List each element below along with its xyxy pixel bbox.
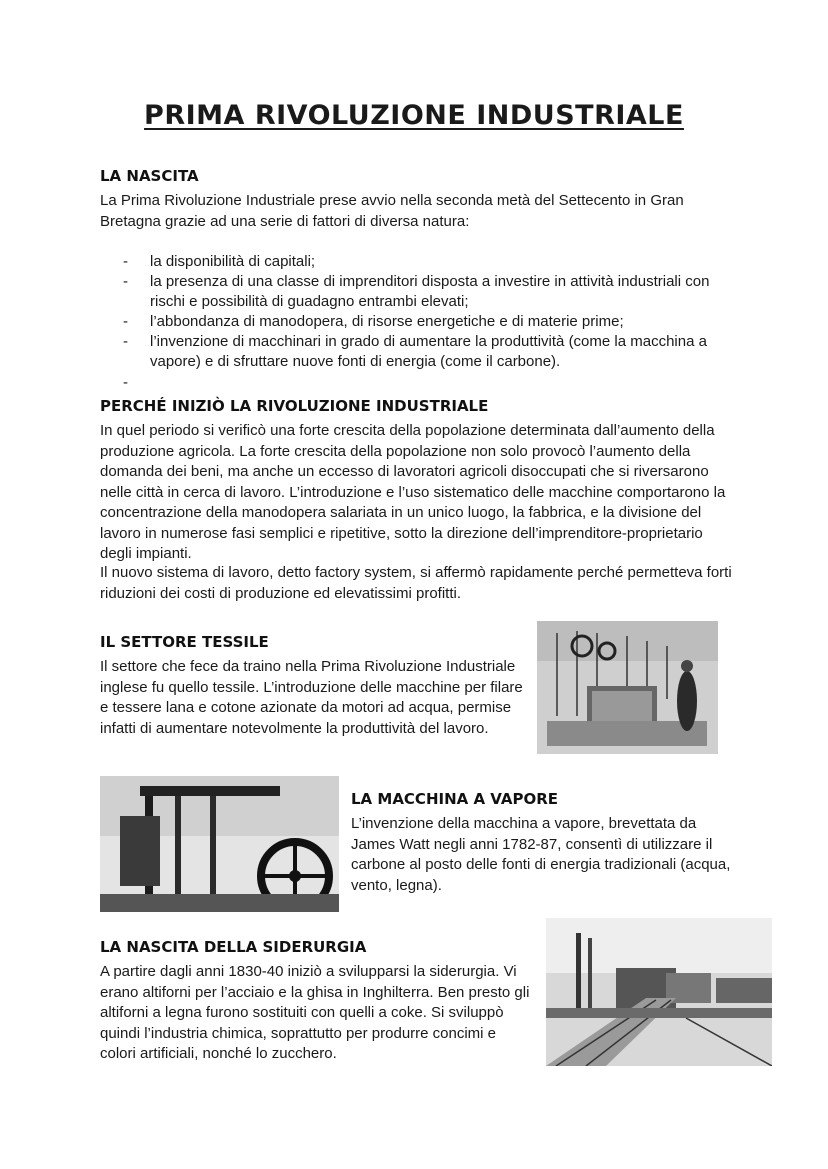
steam-engine-image bbox=[100, 776, 339, 912]
section-body-vapore: L’invenzione della macchina a vapore, brevettata da James Watt negli anni 1782-87, consentì di utilizzare il carbone al posto delle fonti di energia tradizionali (acqua, vento, legna). bbox=[351, 815, 731, 894]
section-heading-nascita: LA NASCITA bbox=[100, 167, 199, 185]
list-item: - la disponibilità di capitali; bbox=[120, 252, 740, 272]
list-item: - la presenza di una classe di imprenditori disposta a investire in attività industriali con rischi e possibilità di guadagno entrambi elevati; bbox=[120, 272, 740, 312]
section-heading-perche: PERCHÉ INIZIÒ LA RIVOLUZIONE INDUSTRIALE bbox=[100, 397, 489, 415]
section-body-siderurgia: A partire dagli anni 1830-40 iniziò a svilupparsi la siderurgia. Vi erano altiforni per l’acciaio e la ghisa in Inghilterra. Ben presto gli altiforni a legna furono sostituiti con quelli a coke. Si sviluppò quindi l’industria chimica, soprattutto per produrre concimi e colori artificiali, nonché lo zucchero. bbox=[100, 963, 530, 1062]
section-body-tessile: Il settore che fece da traino nella Prima Rivoluzione Industriale inglese fu quello tessile. L’introduzione delle macchine per filare e tessere lana e cotone azionate da motori ad acqua, permise infatti di aumentare notevolmente la produttività del lavoro. bbox=[100, 658, 523, 737]
list-item: - l’invenzione di macchinari in grado di aumentare la produttività (come la macchina a vapore) e di sfruttare nuove fonti di energia (come il carbone). bbox=[120, 332, 740, 372]
section-body-perche: In quel periodo si verificò una forte crescita della popolazione determinata dall’aumento della produzione agricola. La forte crescita della popolazione non solo provocò l’aumento della domanda dei beni, ma anche un eccesso di lavoratori agricoli disoccupati che si riversarono nelle città in cerca di lavoro. L’introduzione e l’uso sistematico delle macchine comportarono la concentrazione della manodopera salariata in un unico luogo, la fabbrica, e la divisione del lavoro in numerose fasi semplici e ripetitive, sotto la direzione dell’imprenditore-proprietario degli impianti. bbox=[100, 422, 726, 562]
list-item: - l’abbondanza di manodopera, di risorse energetiche e di materie prime; bbox=[120, 312, 740, 332]
page-title: PRIMA RIVOLUZIONE INDUSTRIALE bbox=[144, 100, 684, 131]
section-heading-tessile: IL SETTORE TESSILE bbox=[100, 633, 269, 651]
factors-list bbox=[120, 252, 740, 372]
steelworks-image bbox=[546, 918, 772, 1066]
section-intro-nascita: La Prima Rivoluzione Industriale prese avvio nella seconda metà del Settecento in Gran Bretagna grazie ad una serie di fattori di diversa natura: bbox=[100, 192, 684, 230]
section-heading-vapore: LA MACCHINA A VAPORE bbox=[351, 790, 559, 808]
empty-list-dash: - bbox=[123, 374, 128, 391]
section-body-factory-system: Il nuovo sistema di lavoro, detto factory system, si affermò rapidamente perché permetteva forti riduzioni dei costi di produzione ed elevatissimi profitti. bbox=[100, 564, 732, 602]
section-heading-siderurgia: LA NASCITA DELLA SIDERURGIA bbox=[100, 938, 367, 956]
textile-loom-image bbox=[537, 621, 718, 754]
